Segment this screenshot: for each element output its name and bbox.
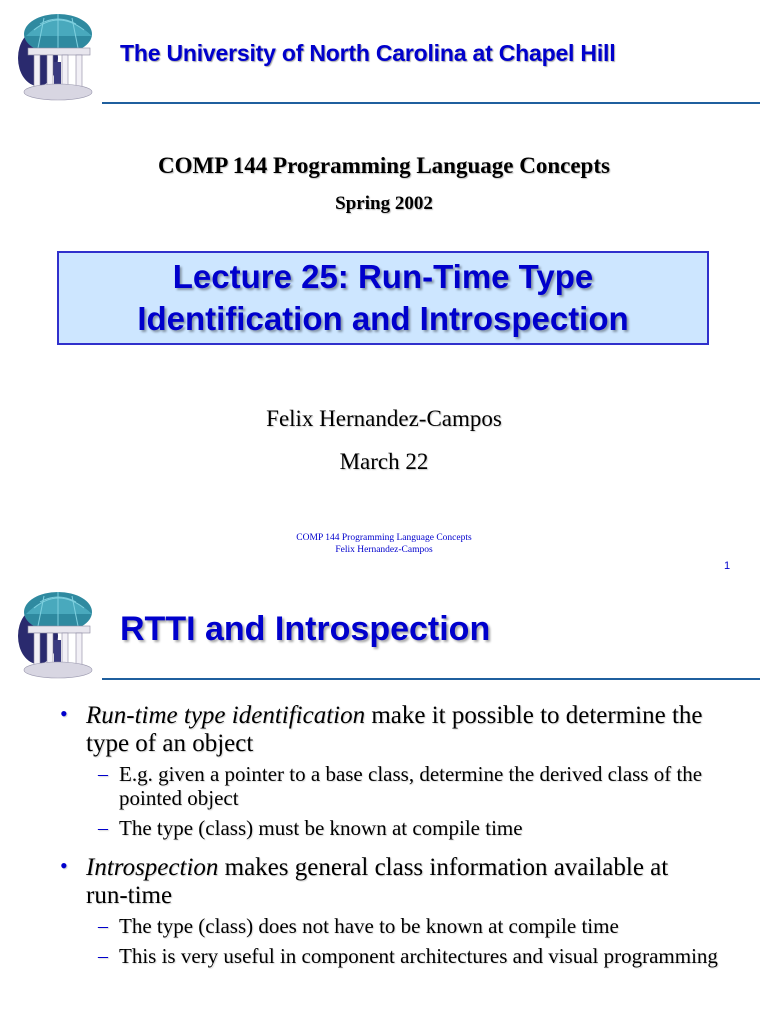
old-well-logo-icon — [14, 588, 100, 680]
footer-course: COMP 144 Programming Language Concepts — [296, 533, 472, 543]
bullet-item — [0, 702, 706, 758]
author-name: Felix Hernandez-Campos — [266, 406, 502, 431]
sub-bullet-text: This is very useful in component architectures and visual programming — [119, 944, 718, 968]
sub-bullet-item — [0, 762, 719, 810]
slide-title: RTTI and Introspection — [120, 610, 491, 648]
sub-bullet-item — [0, 914, 719, 938]
lecture-title — [137, 256, 628, 340]
sub-bullet-item — [0, 944, 719, 968]
bullet-list — [0, 702, 768, 982]
slide-footer — [0, 532, 768, 556]
bullet-dot-icon: • — [60, 853, 68, 878]
sub-bullet-text: The type (class) must be known at compile time — [119, 816, 523, 840]
bullet-dot-icon: • — [60, 701, 68, 726]
old-well-logo-icon — [14, 10, 100, 102]
bullet-emphasis: Introspection — [86, 854, 219, 881]
sub-bullet-list — [0, 914, 768, 968]
lecture-title-line-2: Identification and Introspection — [137, 300, 629, 337]
bullet-text: makes general class information available at run-time — [86, 854, 669, 909]
dash-icon: – — [98, 763, 108, 785]
lecture-title-line-1: Lecture 25: Run-Time Type — [172, 258, 594, 295]
dash-icon: – — [98, 915, 108, 937]
content-slide — [0, 580, 768, 1024]
lecture-title-box — [57, 251, 709, 345]
bullet-item — [0, 854, 706, 910]
bullet-emphasis: Run-time type identification — [86, 702, 366, 729]
header-divider — [102, 102, 760, 104]
university-header: The University of North Carolina at Chapel Hill — [120, 40, 616, 66]
page-number: 1 — [724, 560, 731, 572]
header-divider — [102, 678, 760, 680]
dash-icon: – — [98, 817, 108, 839]
dash-icon: – — [98, 945, 108, 967]
sub-bullet-text: E.g. given a pointer to a base class, determine the derived class of the pointed object — [119, 762, 703, 810]
course-title: COMP 144 Programming Language Concepts — [158, 153, 610, 178]
sub-bullet-item — [0, 816, 719, 840]
bullet-text: make it possible to determine the type of an object — [86, 702, 703, 757]
term-label: Spring 2002 — [335, 193, 433, 214]
sub-bullet-text: The type (class) does not have to be known at compile time — [119, 914, 619, 938]
footer-author: Felix Hernandez-Campos — [335, 545, 433, 555]
sub-bullet-list — [0, 762, 768, 840]
lecture-date: March 22 — [339, 449, 429, 474]
